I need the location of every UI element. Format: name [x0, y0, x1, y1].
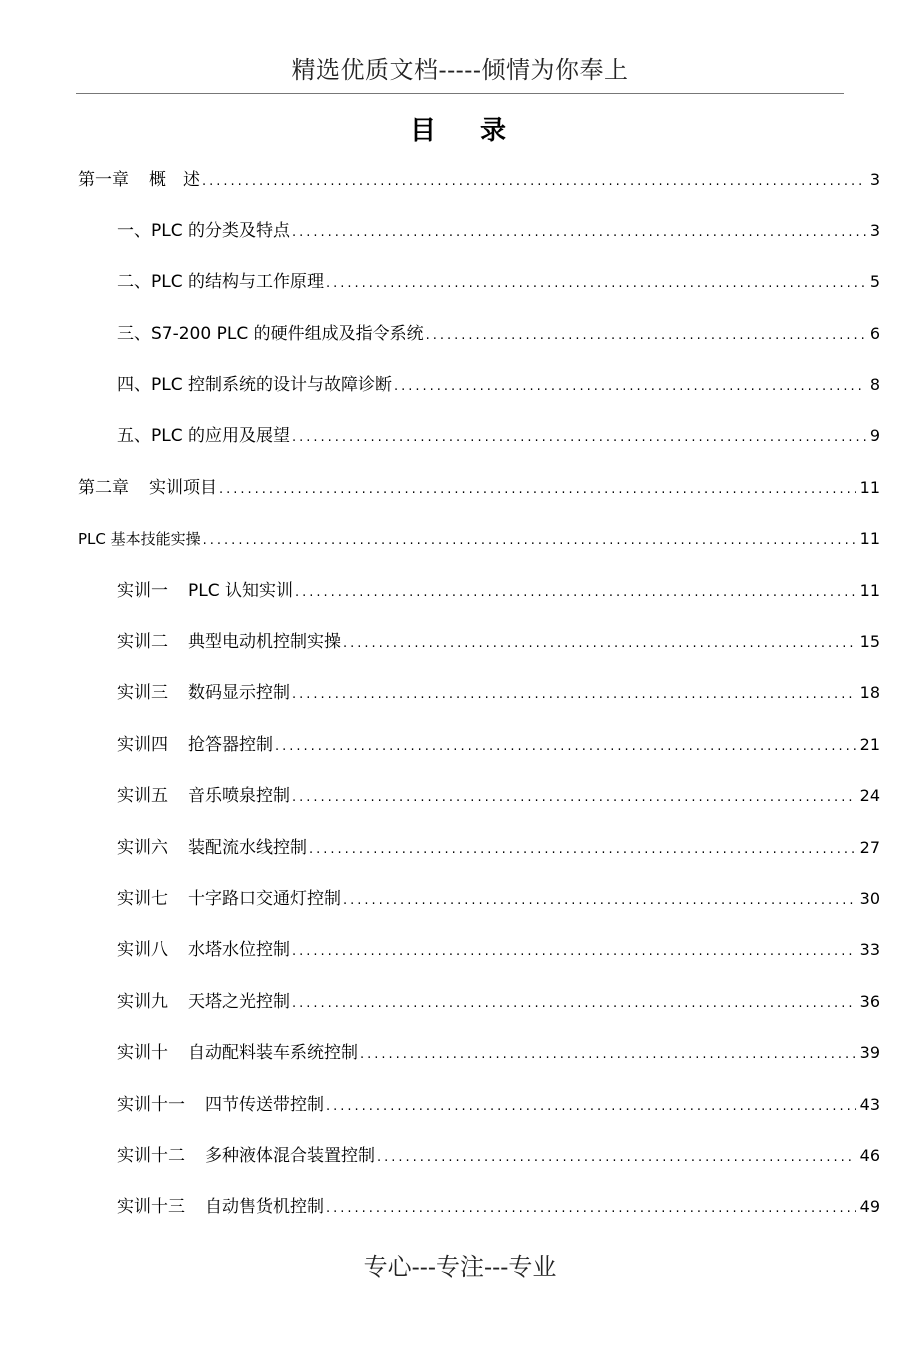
toc-leader-dots: [219, 479, 856, 501]
toc-entry[interactable]: [78, 477, 880, 501]
toc-entry-title: PLC 的应用及展望: [151, 426, 290, 446]
toc-entry-number: 五、: [117, 426, 151, 446]
toc-entry-page: 33: [859, 940, 880, 959]
toc-entry-number: 实训六: [117, 838, 168, 858]
toc-entry-number: 实训二: [117, 632, 168, 652]
toc-entry-page: 11: [859, 478, 880, 497]
toc-entry-page: 39: [859, 1043, 880, 1062]
toc-leader-dots: [377, 1147, 856, 1169]
toc-leader-dots: [203, 530, 856, 552]
toc-entry-number: 实训十一: [117, 1095, 185, 1115]
toc-leader-dots: [326, 1198, 856, 1220]
toc-leader-dots: [326, 273, 866, 295]
toc-leader-dots: [292, 787, 856, 809]
toc-entry-title: 抢答器控制: [188, 735, 273, 755]
toc-entry[interactable]: [117, 682, 880, 706]
toc-entry-number: 四、: [117, 375, 151, 395]
toc-entry-title: 装配流水线控制: [188, 838, 307, 858]
toc-entry-page: 11: [859, 581, 880, 600]
toc-entry-page: 24: [859, 786, 880, 805]
toc-entry-page: 15: [859, 632, 880, 651]
toc-entry[interactable]: [78, 528, 880, 552]
toc-entry-page: 11: [859, 529, 880, 548]
toc-entry-title: 水塔水位控制: [188, 940, 290, 960]
toc-entry-title: PLC 的分类及特点: [151, 221, 290, 241]
toc-entry-number: 实训十三: [117, 1197, 185, 1217]
page-header: 精选优质文档-----倾情为你奉上: [291, 56, 629, 84]
toc-entry-page: 6: [869, 324, 880, 343]
toc-entry[interactable]: [78, 169, 880, 193]
toc-entry-title: 多种液体混合装置控制: [205, 1146, 375, 1166]
header-divider: [76, 93, 844, 94]
toc-entry-page: 36: [859, 992, 880, 1011]
toc-entry-title: 数码显示控制: [188, 683, 290, 703]
toc-entry-number: 实训三: [117, 683, 168, 703]
toc-entry-page: 8: [869, 375, 880, 394]
toc-entry-title: 天塔之光控制: [188, 992, 290, 1012]
toc-entry-title: 音乐喷泉控制: [188, 786, 290, 806]
toc-entry-number: 实训九: [117, 992, 168, 1012]
toc-entry[interactable]: [117, 991, 880, 1015]
toc-leader-dots: [309, 839, 856, 861]
toc-entry-page: 27: [859, 838, 880, 857]
toc-leader-dots: [275, 736, 856, 758]
toc-leader-dots: [343, 633, 856, 655]
toc-entry-number: 实训十二: [117, 1146, 185, 1166]
toc-leader-dots: [326, 1096, 856, 1118]
toc-entry-title: PLC 的结构与工作原理: [151, 272, 324, 292]
toc-entry-number: 实训十: [117, 1043, 168, 1063]
toc-entry-title: 概 述: [149, 170, 200, 190]
toc-entry-number: 第一章: [78, 170, 129, 190]
toc-entry[interactable]: [117, 323, 880, 347]
toc-leader-dots: [292, 941, 856, 963]
toc-title: [0, 110, 920, 147]
toc-entry[interactable]: [117, 271, 880, 295]
toc-entry-page: 46: [859, 1146, 880, 1165]
toc-entry-title: PLC 认知实训: [188, 581, 293, 601]
toc-entry-number: 实训七: [117, 889, 168, 909]
toc-entry-title: 典型电动机控制实操: [188, 632, 341, 652]
toc-entry-page: 3: [869, 221, 880, 240]
toc-leader-dots: [292, 427, 866, 449]
toc-entry-title: PLC 基本技能实操: [78, 530, 201, 548]
toc-entry-page: 9: [869, 426, 880, 445]
toc-entry[interactable]: [117, 888, 880, 912]
toc-title-left: 目: [409, 116, 440, 146]
toc-entry-number: 实训五: [117, 786, 168, 806]
toc-entry-title: S7-200 PLC 的硬件组成及指令系统: [151, 324, 424, 344]
toc-leader-dots: [426, 325, 866, 347]
toc-entry[interactable]: [117, 837, 880, 861]
toc-entry[interactable]: [117, 734, 880, 758]
toc-entry[interactable]: [117, 939, 880, 963]
toc-entry[interactable]: [117, 785, 880, 809]
toc-entry-number: 实训四: [117, 735, 168, 755]
toc-entry-title: 自动配料装车系统控制: [188, 1043, 358, 1063]
toc-leader-dots: [292, 222, 866, 244]
toc-entry[interactable]: [117, 1094, 880, 1118]
toc-entry-page: 43: [859, 1095, 880, 1114]
toc-leader-dots: [202, 171, 866, 193]
toc-entry-title: PLC 控制系统的设计与故障诊断: [151, 375, 392, 395]
toc-leader-dots: [394, 376, 866, 398]
toc-entry[interactable]: [117, 425, 880, 449]
toc-leader-dots: [295, 582, 856, 604]
toc-entry-title: 四节传送带控制: [205, 1095, 324, 1115]
toc-entry-number: 实训八: [117, 940, 168, 960]
toc-entry[interactable]: [117, 220, 880, 244]
toc-entry-page: 21: [859, 735, 880, 754]
toc-entry-title: 实训项目: [149, 478, 217, 498]
toc-entry[interactable]: [117, 580, 880, 604]
toc-entry[interactable]: [117, 631, 880, 655]
toc-leader-dots: [360, 1044, 856, 1066]
toc-leader-dots: [343, 890, 856, 912]
toc-entry-page: 3: [869, 170, 880, 189]
toc-entry[interactable]: [117, 1196, 880, 1220]
toc-entry[interactable]: [117, 1145, 880, 1169]
toc-leader-dots: [292, 684, 856, 706]
toc-entry[interactable]: [117, 374, 880, 398]
toc-entry-number: 二、: [117, 272, 151, 292]
toc-entry-number: 三、: [117, 324, 151, 344]
toc-entry-page: 18: [859, 683, 880, 702]
toc-entry-number: 一、: [117, 221, 151, 241]
toc-title-right: 录: [480, 116, 511, 146]
toc-entry-title: 自动售货机控制: [205, 1197, 324, 1217]
toc-entry-title: 十字路口交通灯控制: [188, 889, 341, 909]
toc-leader-dots: [292, 993, 856, 1015]
toc-entry[interactable]: [117, 1042, 880, 1066]
toc-entry-page: 49: [859, 1197, 880, 1216]
toc-entry-page: 30: [859, 889, 880, 908]
page-footer: 专心---专注---专业: [363, 1253, 557, 1281]
toc-entry-page: 5: [869, 272, 880, 291]
toc-entry-number: 实训一: [117, 581, 168, 601]
toc-entry-number: 第二章: [78, 478, 129, 498]
